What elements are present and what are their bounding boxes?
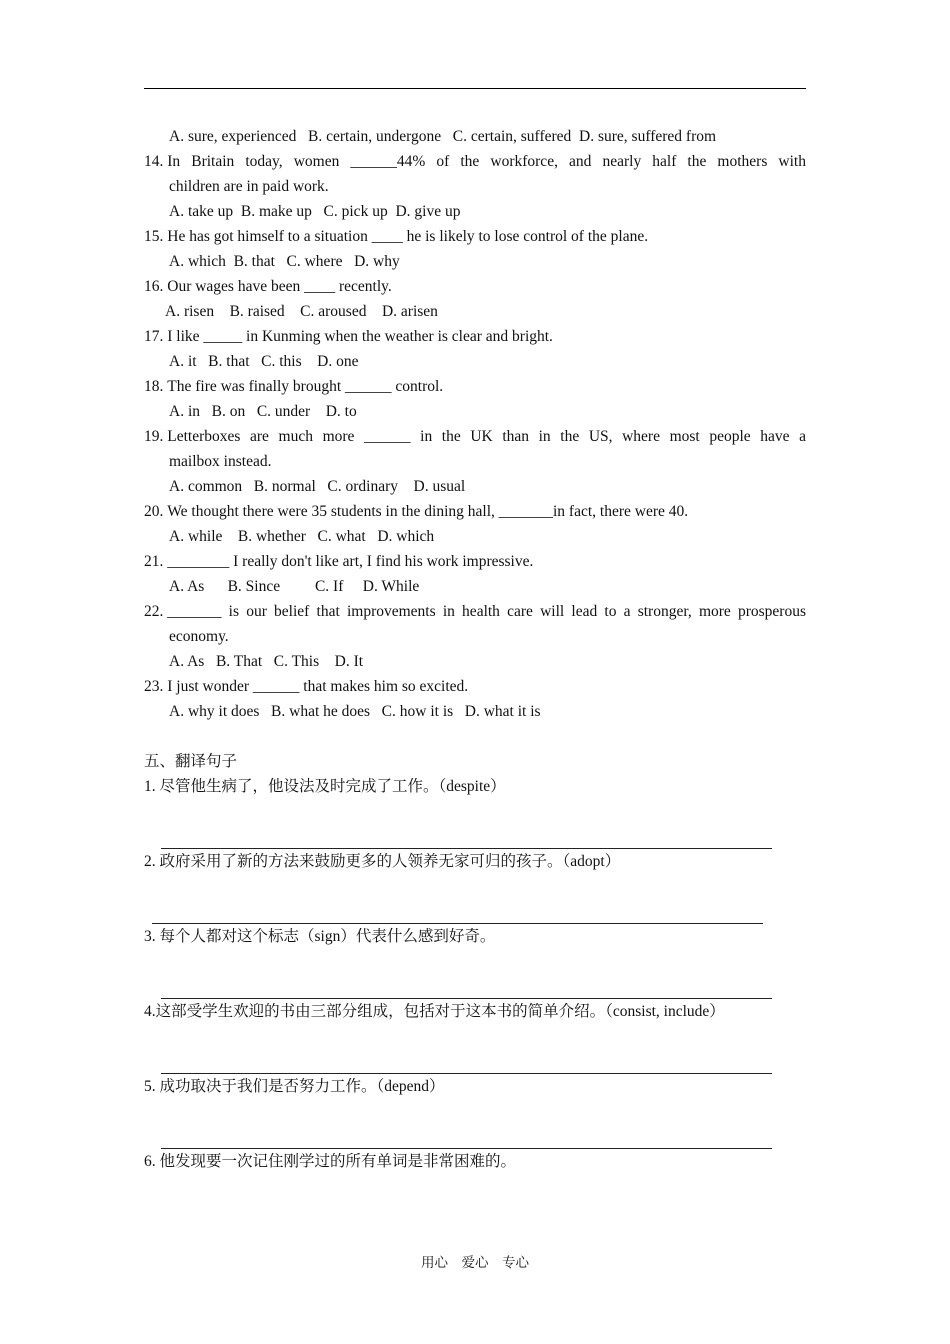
question-21 — [144, 549, 806, 574]
question-options: A. take up B. make up C. pick up D. give up — [169, 203, 461, 220]
question-number: 21. — [144, 553, 168, 570]
exercise-content — [144, 124, 806, 1174]
question-16 — [144, 274, 806, 299]
question-text: ________ I really don't like art, I find his work impressive. — [167, 553, 534, 570]
question-options: A. it B. that C. this D. one — [169, 353, 359, 370]
question-text: The fire was finally brought ______ control. — [167, 378, 444, 395]
question-22 — [144, 599, 806, 624]
question-number: 19. — [144, 428, 168, 445]
q13-options: A. sure, experienced B. certain, undergone C. certain, suffered D. sure, suffered from — [169, 128, 717, 145]
question-options: A. why it does B. what he does C. how it is D. what it is — [169, 703, 541, 720]
question-options: A. risen B. raised C. aroused D. arisen — [165, 303, 438, 320]
question-number: 23. — [144, 678, 168, 695]
question-options: A. while B. whether C. what D. which — [169, 528, 435, 545]
question-23 — [144, 674, 806, 699]
question-text: In Britain today, women ______44% of the workforce, and nearly half the mothers with — [167, 153, 806, 170]
question-continuation: mailbox instead. — [169, 453, 272, 470]
translation-item-1: 1. 尽管他生病了，他设法及时完成了工作。（despite） — [144, 778, 506, 795]
question-text: We thought there were 35 students in the dining hall, _______in fact, there were 40. — [167, 503, 689, 520]
question-continuation: economy. — [169, 628, 229, 645]
page-footer: 用心 爱心 专心 — [421, 1255, 529, 1270]
translation-item-3: 3. 每个人都对这个标志（sign）代表什么感到好奇。 — [144, 928, 496, 945]
section-heading: 五、翻译句子 — [144, 753, 238, 770]
translation-item-5: 5. 成功取决于我们是否努力工作。（depend） — [144, 1078, 445, 1095]
question-options: A. As B. Since C. If D. While — [169, 578, 420, 595]
question-19 — [144, 424, 806, 449]
question-number: 18. — [144, 378, 168, 395]
translation-item-2: 2. 政府采用了新的方法来鼓励更多的人领养无家可归的孩子。（adopt） — [144, 853, 621, 870]
question-18 — [144, 374, 806, 399]
translation-item-4: 4.这部受学生欢迎的书由三部分组成，包括对于这本书的简单介绍。（consist, include） — [144, 1003, 725, 1020]
question-14 — [144, 149, 806, 174]
question-20 — [144, 499, 806, 524]
question-options: A. which B. that C. where D. why — [169, 253, 400, 270]
question-text: I just wonder ______ that makes him so excited. — [167, 678, 469, 695]
section-gap — [144, 724, 806, 749]
question-text: I like _____ in Kunming when the weather is clear and bright. — [167, 328, 553, 345]
header-rule — [144, 88, 806, 89]
question-continuation: children are in paid work. — [169, 178, 329, 195]
question-options: A. As B. That C. This D. It — [169, 653, 364, 670]
question-15 — [144, 224, 806, 249]
question-text: _______ is our belief that improvements in health care will lead to a stronger, more prosperous — [167, 603, 806, 620]
question-number: 22. — [144, 603, 168, 620]
question-number: 15. — [144, 228, 168, 245]
question-options: A. in B. on C. under D. to — [169, 403, 357, 420]
question-text: He has got himself to a situation ____ he is likely to lose control of the plane. — [167, 228, 649, 245]
question-number: 20. — [144, 503, 168, 520]
question-options: A. common B. normal C. ordinary D. usual — [169, 478, 466, 495]
question-number: 14. — [144, 153, 168, 170]
question-text: Letterboxes are much more ______ in the UK than in the US, where most people have a — [167, 428, 806, 445]
question-17 — [144, 324, 806, 349]
question-number: 16. — [144, 278, 168, 295]
question-text: Our wages have been ____ recently. — [167, 278, 392, 295]
translation-item-6: 6. 他发现要一次记住刚学过的所有单词是非常困难的。 — [144, 1153, 517, 1170]
question-number: 17. — [144, 328, 168, 345]
